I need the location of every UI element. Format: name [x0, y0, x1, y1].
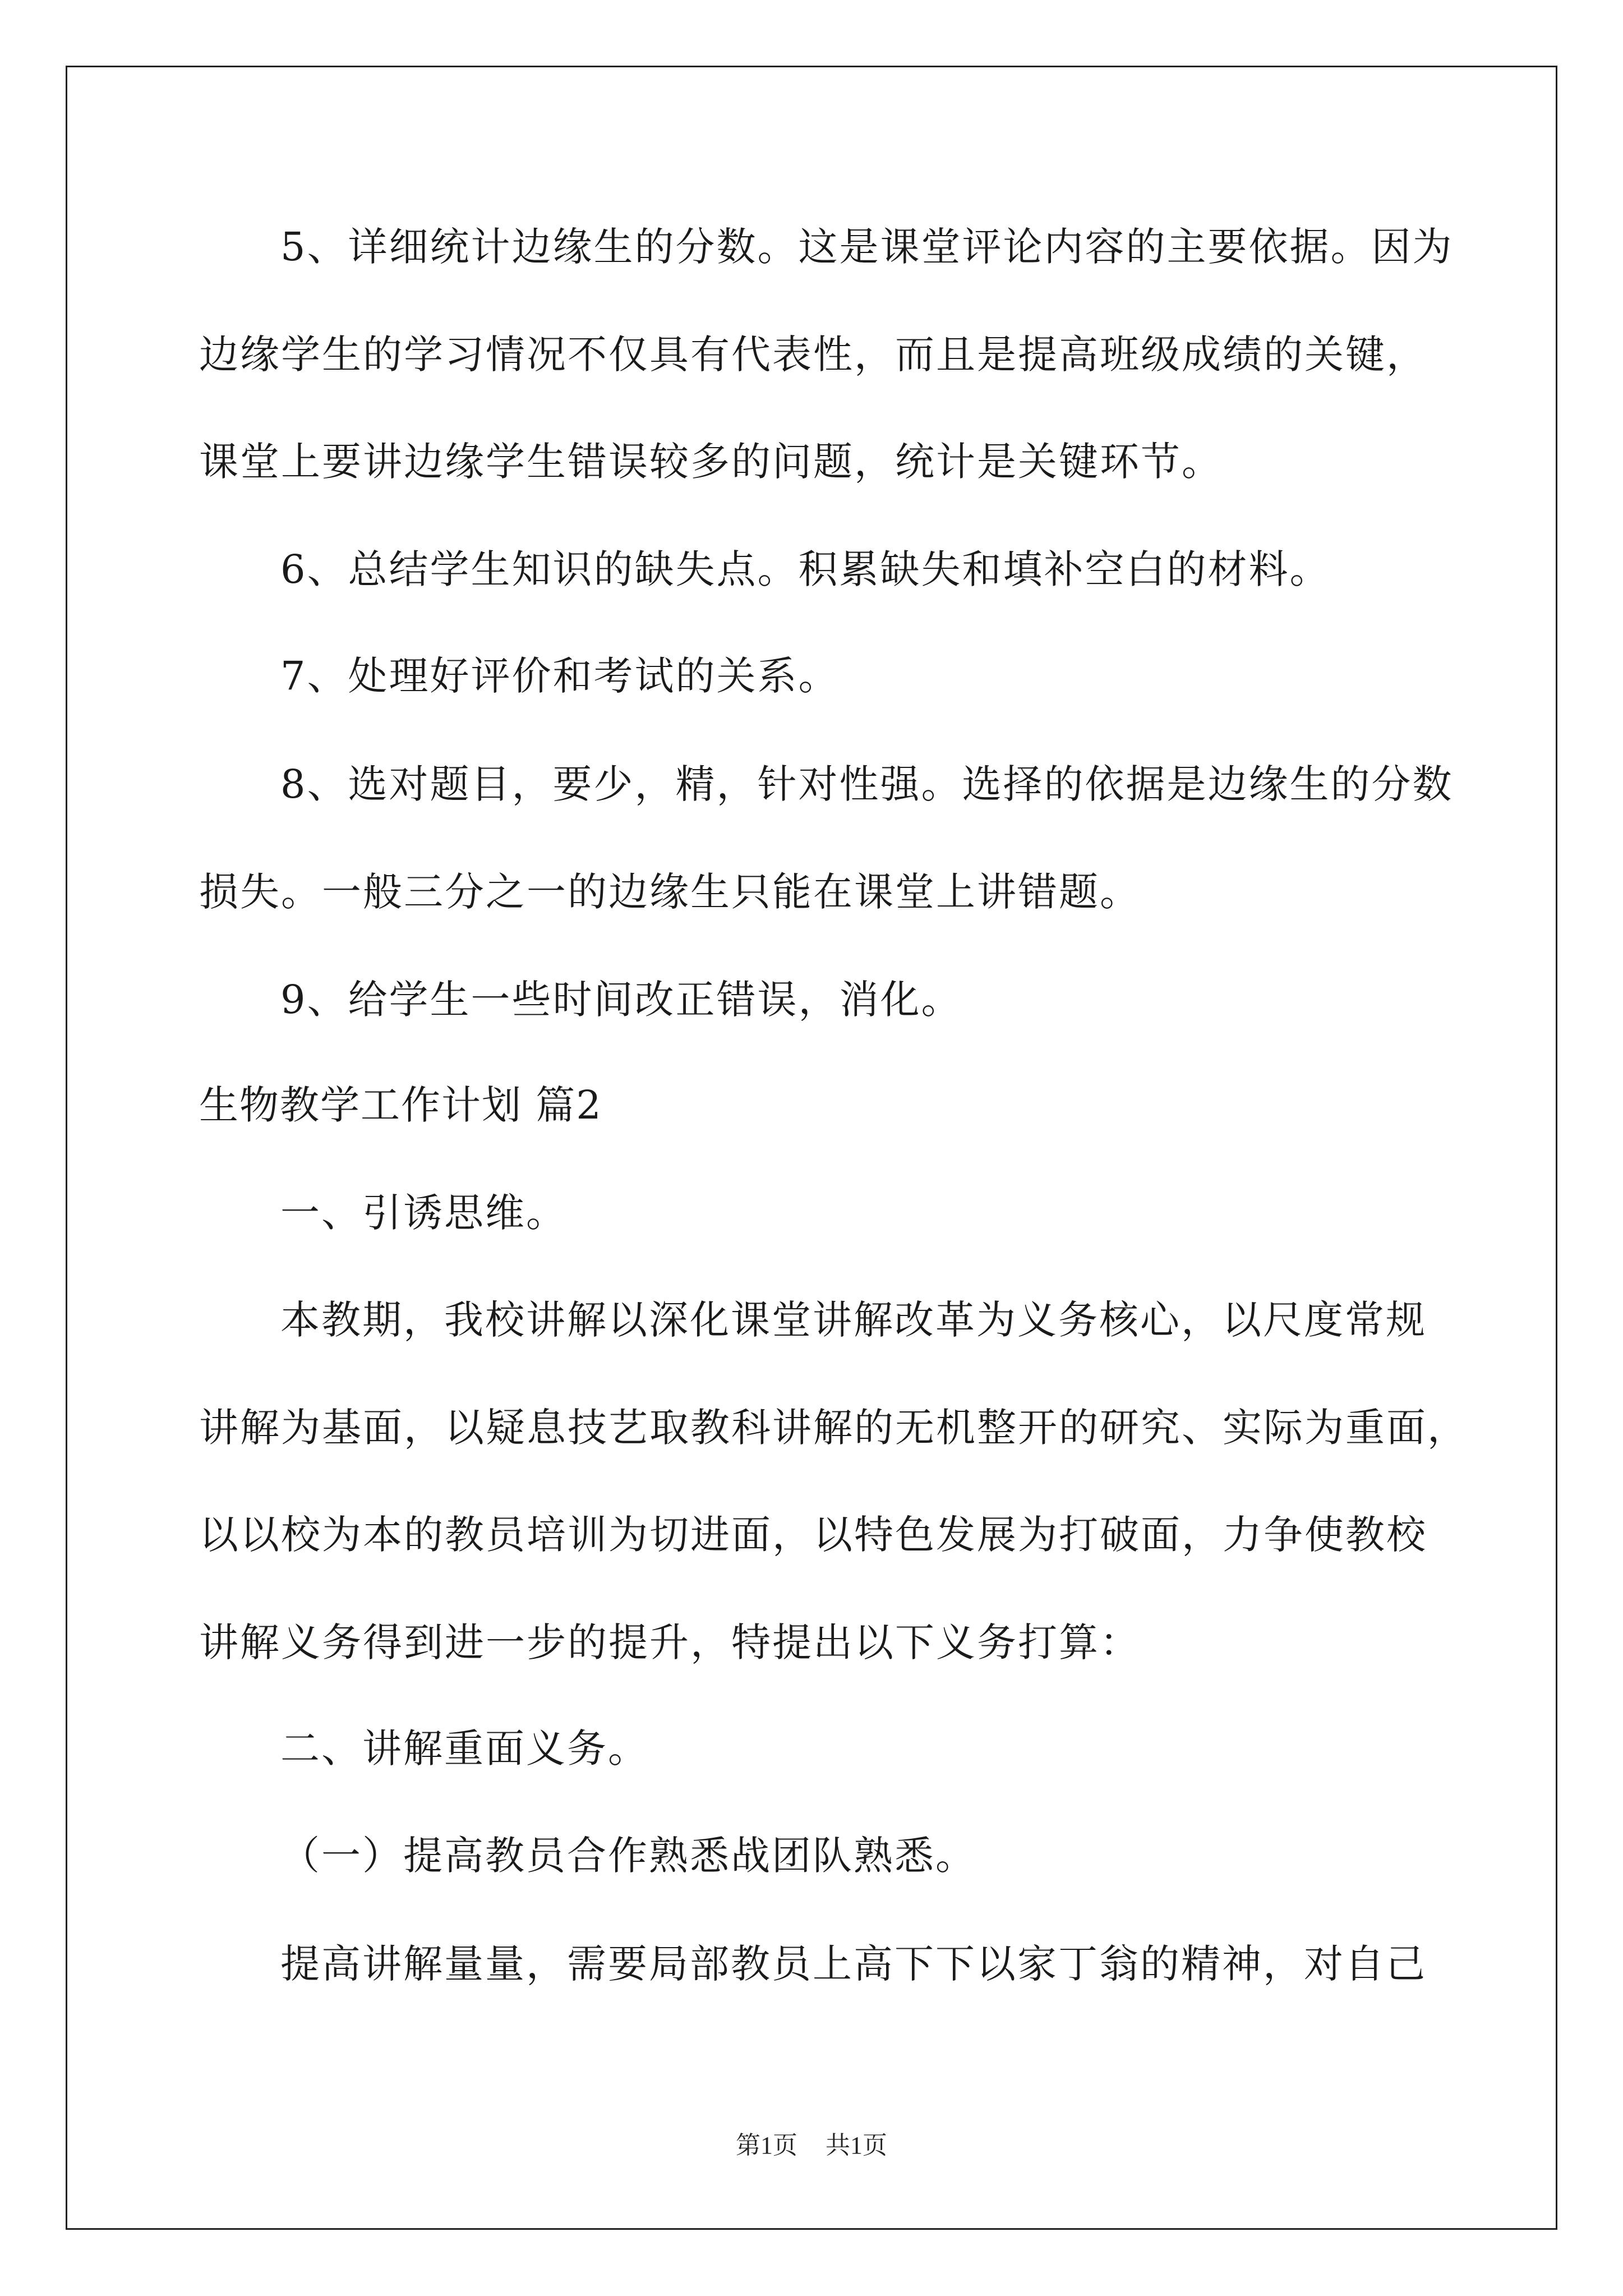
paragraph-line: 7、处理好评价和考试的关系。 — [280, 653, 840, 699]
paragraph-line: 5、详细统计边缘生的分数。这是课堂评论内容的主要依据。因为 — [280, 224, 1454, 270]
paragraph-line: 损失。一般三分之一的边缘生只能在课堂上讲错题。 — [199, 869, 1141, 915]
paragraph-line: 提高讲解量量，需要局部教员上高下下以家丁翁的精神，对自己 — [280, 1941, 1427, 1987]
paragraph-line: 讲解义务得到进一步的提升，特提出以下义务打算： — [199, 1619, 1141, 1665]
page-number: 第1页 — [736, 2132, 797, 2159]
paragraph-line: 边缘学生的学习情况不仅具有代表性，而且是提高班级成绩的关键， — [199, 332, 1427, 378]
section-heading: 生物教学工作计划 篇2 — [199, 1082, 602, 1128]
paragraph-line: 9、给学生一些时间改正错误，消化。 — [280, 977, 962, 1023]
paragraph-line: 8、选对题目，要少，精，针对性强。选择的依据是边缘生的分数 — [280, 761, 1454, 807]
paragraph-line: 一、引诱思维。 — [280, 1190, 567, 1236]
paragraph-line: 以以校为本的教员培训为切进面，以特色发展为打破面，力争使教校 — [199, 1512, 1427, 1558]
page-footer — [0, 2129, 1623, 2162]
paragraph-line: （一）提高教员合作熟悉战团队熟悉。 — [280, 1833, 976, 1879]
page-total: 共1页 — [826, 2132, 887, 2159]
paragraph-line: 课堂上要讲边缘学生错误较多的问题，统计是关键环节。 — [199, 439, 1223, 485]
paragraph-line: 6、总结学生知识的缺失点。积累缺失和填补空白的材料。 — [280, 546, 1331, 592]
paragraph-line: 讲解为基面，以疑息技艺取教科讲解的无机整开的研究、实际为重面， — [199, 1405, 1468, 1451]
paragraph-line: 本教期，我校讲解以深化课堂讲解改革为义务核心，以尺度常规 — [280, 1297, 1427, 1343]
paragraph-line: 二、讲解重面义务。 — [280, 1726, 649, 1772]
page-border — [66, 66, 1557, 2230]
